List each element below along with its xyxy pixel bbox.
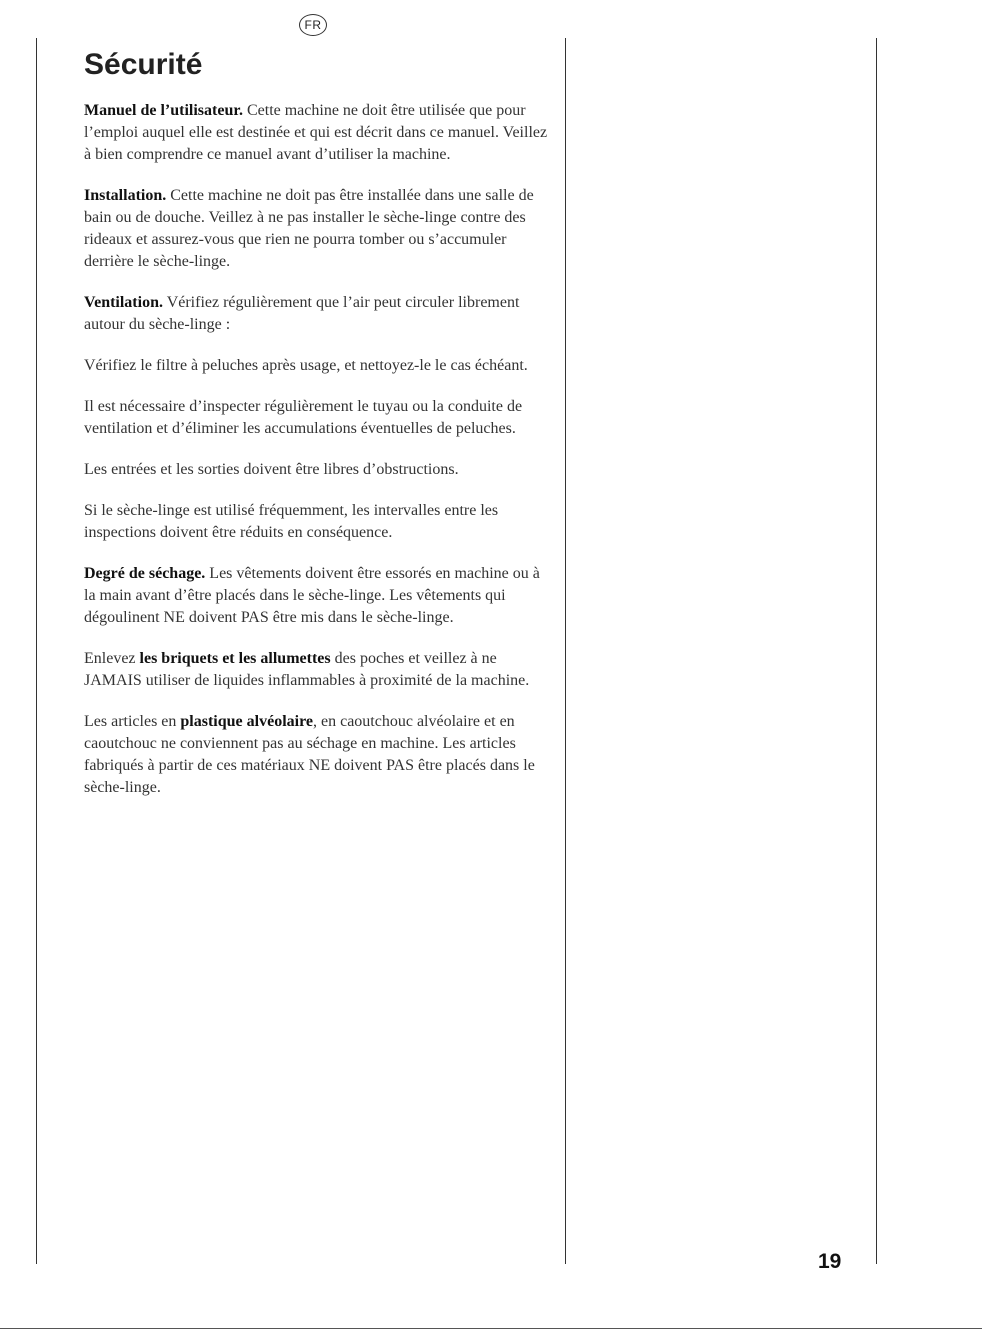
paragraph-lint-filter: Vérifiez le filtre à peluches après usage, et nettoyez-le le cas échéant. bbox=[84, 357, 528, 374]
paragraph-ventilation: Ventilation. Vérifiez régulièrement que l’air peut circuler librement autour du sèche-linge : bbox=[84, 294, 520, 333]
page-title: Sécurité bbox=[84, 48, 203, 81]
heading-user-manual: Manuel de l’utilisateur. bbox=[84, 102, 243, 119]
paragraph-drying-degree: Degré de séchage. Les vêtements doivent être essorés en machine ou à la main avant d’être placés dans le sèche-linge. Les vêtements qui dégoulinent NE doivent PAS être mis dans le sèche-linge. bbox=[84, 565, 540, 626]
heading-drying-degree: Degré de séchage. bbox=[84, 565, 206, 582]
paragraph-lighters-matches: Enlevez les briquets et les allumettes des poches et veillez à ne JAMAIS utiliser de liquides inflammables à proximité de la machine. bbox=[84, 650, 530, 689]
paragraph-vent-inspection: Il est nécessaire d’inspecter régulièrement le tuyau ou la conduite de ventilation et d’éliminer les accumulations éventuelles de peluches. bbox=[84, 398, 523, 437]
bottom-rule bbox=[0, 1328, 982, 1329]
paragraph-foam-plastic: Les articles en plastique alvéolaire, en caoutchouc alvéolaire et en caoutchouc ne conviennent pas au séchage en machine. Les articles fabriqués à partir de ces matériaux NE doivent PAS être placés dans le sèche-linge. bbox=[84, 713, 535, 796]
safety-text-column bbox=[84, 100, 552, 818]
page-number: 19 bbox=[818, 1250, 842, 1273]
language-badge: FR bbox=[299, 14, 327, 36]
left-margin-rule bbox=[36, 38, 37, 1264]
heading-lighters-matches: les briquets et les allumettes bbox=[139, 650, 331, 667]
paragraph-installation: Installation. Cette machine ne doit pas être installée dans une salle de bain ou de douche. Veillez à ne pas installer le sèche-linge contre des rideaux et assurez-vous que rien ne pourra tomber ou s’accumuler derrière le sèche-linge. bbox=[84, 187, 534, 270]
paragraph-user-manual: Manuel de l’utilisateur. Cette machine ne doit être utilisée que pour l’emploi auquel elle est destinée et qui est décrit dans ce manuel. Veillez à bien comprendre ce manuel avant d’utiliser la machine. bbox=[84, 102, 548, 163]
heading-installation: Installation. bbox=[84, 187, 167, 204]
column-rule bbox=[565, 38, 566, 1264]
paragraph-inlets-outlets: Les entrées et les sorties doivent être libres d’obstructions. bbox=[84, 461, 459, 478]
paragraph-inspection-interval: Si le sèche-linge est utilisé fréquemment, les intervalles entre les inspections doivent être réduits en conséquence. bbox=[84, 502, 499, 541]
heading-ventilation: Ventilation. bbox=[84, 294, 163, 311]
right-margin-rule bbox=[876, 38, 877, 1264]
heading-foam-plastic: plastique alvéolaire bbox=[180, 713, 313, 730]
